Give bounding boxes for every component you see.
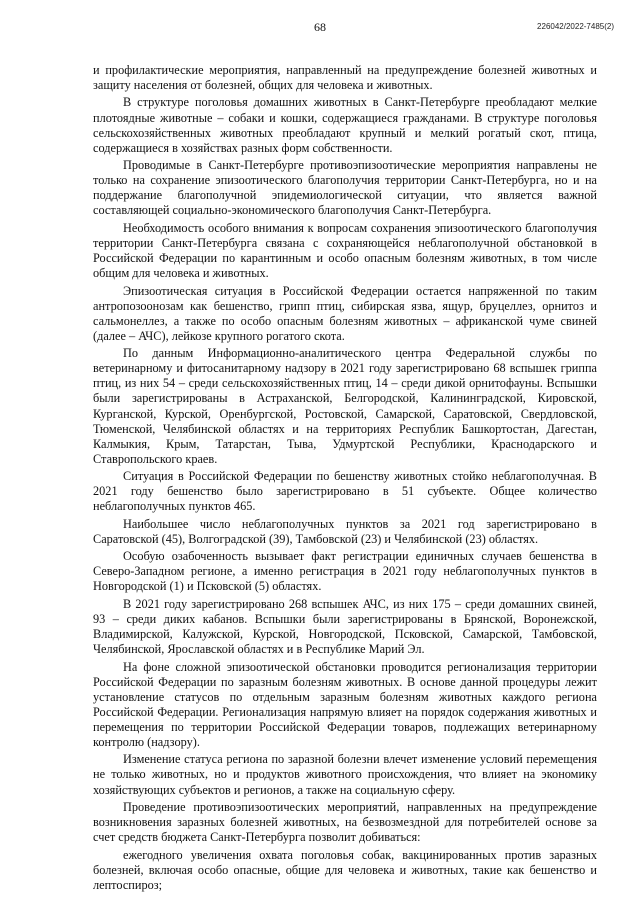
paragraph: Проведение противоэпизоотических мероприятий, направленных на предупреждение возникновения заразных болезней животных, на безвозмездной для потребителей основе за счет средств бюджета Санкт-Петербурга позволит добиваться: xyxy=(93,799,597,845)
paragraph: Эпизоотическая ситуация в Российской Федерации остается напряженной по таким антропозоонозам как бешенство, грипп птиц, сибирская язва, ящур, бруцеллез, орнитоз и сальмонеллез, а также по особо опасным болезням животных – африканской чуме свиней (далее – АЧС), лейкозе крупного рогатого скота. xyxy=(93,283,597,343)
page-number: 68 xyxy=(314,20,326,34)
document-registration-number: 226042/2022-7485(2) xyxy=(537,22,614,31)
paragraph: По данным Информационно-аналитического центра Федеральной службы по ветеринарному и фитосанитарному надзору в 2021 году зарегистрировано 68 вспышек гриппа птиц, из них 54 – среди сельскохозяйственных птиц, 14 – среди дикой орнитофауны. Вспышки были зарегистрированы в Астраханской, Белгородской, Калининградской, Кировской, Курганской, Курской, Оренбургской, Ростовской, Самарской, Саратовской, Свердловской, Тюменской, Челябинской областях и на территориях Республик Башкортостан, Дагестан, Калмыкия, Крым, Татарстан, Тыва, Удмуртской Республики, Краснодарского и Ставропольского краев. xyxy=(93,346,597,466)
paragraph: Ситуация в Российской Федерации по бешенству животных стойко неблагополучная. В 2021 году бешенство было зарегистрировано в 51 субъекте. Общее количество неблагополучных пунктов 465. xyxy=(93,469,597,514)
paragraph: Наибольшее число неблагополучных пунктов за 2021 год зарегистрировано в Саратовской (45), Волгоградской (39), Тамбовской (23) и Челябинской (23) областях. xyxy=(93,516,597,546)
paragraph: и профилактические мероприятия, направленный на предупреждение болезней животных и защиту населения от болезней, общих для человека и животных. xyxy=(93,63,597,93)
paragraph: ежегодного увеличения охвата поголовья собак, вакцинированных против заразных болезней, включая особо опасные, общие для человека и животных, такие как бешенство и лептоспироз; xyxy=(93,847,597,892)
paragraph: В 2021 году зарегистрировано 268 вспышек АЧС, из них 175 – среди домашних свиней, 93 – среди диких кабанов. Вспышки были зарегистрированы в Брянской, Воронежской, Владимирской, Калужской, Курской, Новгородской, Псковской, Самарской, Тамбовской, Челябинской, Ярославской областях и в Республике Марий Эл. xyxy=(93,596,597,657)
paragraph: На фоне сложной эпизоотической обстановки проводится регионализация территории Российской Федерации по заразным болезням животных. В основе данной процедуры лежит установление статусов по отдельным заразным болезням животных каждого региона Российской Федерации. Регионализация напрямую влияет на порядок содержания животных и перемещения по территории Российской Федерации товаров, подлежащих ветеринарному контролю (надзору). xyxy=(93,659,597,749)
paragraph: Проводимые в Санкт-Петербурге противоэпизоотические мероприятия направлены не только на сохранение эпизоотического благополучия территории Санкт-Петербурга, но и на поддержание благополучной эпидемиологической ситуации, что является важной составляющей социально-экономического благополучия Санкт-Петербурга. xyxy=(93,158,597,218)
paragraph: Изменение статуса региона по заразной болезни влечет изменение условий перемещения не только животных, но и продуктов животного происхождения, что влияет на экономику хозяйствующих субъектов и регионов, а также на социальную сферу. xyxy=(93,752,597,797)
paragraph: В структуре поголовья домашних животных в Санкт-Петербурге преобладают мелкие плотоядные животные – собаки и кошки, содержащиеся гражданами. В структуре поголовья сельскохозяйственных животных преобладают крупный и мелкий рогатый скот, птица, содержащиеся в хозяйствах разных форм собственности. xyxy=(93,95,597,155)
paragraph: Особую озабоченность вызывает факт регистрации единичных случаев бешенства в Северо-Западном регионе, а именно регистрация в 2021 году неблагополучных пунктов в Новгородской (1) и Псковской (5) областях. xyxy=(93,549,597,594)
paragraph: Необходимость особого внимания к вопросам сохранения эпизоотического благополучия территории Санкт-Петербурга связана с сохраняющейся неблагополучной обстановкой в Российской Федерации по карантинным и особо опасным болезням животных, в том числе общим для человека и животных. xyxy=(93,220,597,281)
document-body xyxy=(93,63,597,895)
